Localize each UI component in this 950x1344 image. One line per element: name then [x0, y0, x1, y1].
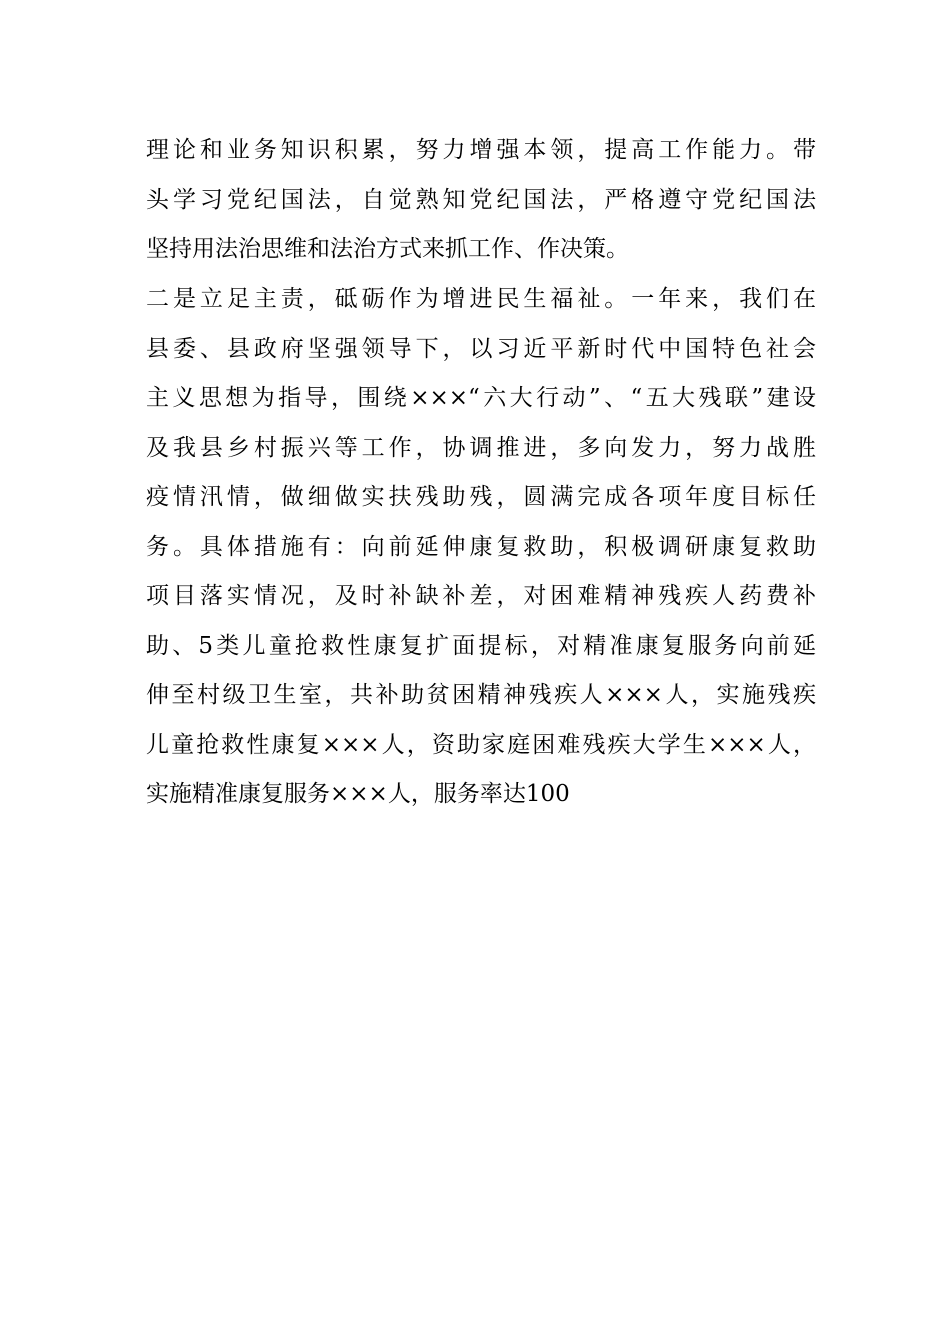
paragraph-2 — [146, 275, 816, 820]
paragraph-2-line: 务。具体措施有：向前延伸康复救助，积极调研康复救助 — [146, 533, 816, 560]
paragraph-2-line: 及我县乡村振兴等工作，协调推进，多向发力，努力战胜 — [146, 434, 816, 461]
paragraph-2-line: 项目落实情况，及时补缺补差，对困难精神残疾人药费补 — [146, 583, 816, 609]
paragraph-2-line: 助、5类儿童抢救性康复扩面提标，对精准康复服务向前延 — [146, 632, 816, 659]
paragraph-2-line: 儿童抢救性康复×××人，资助家庭困难残疾大学生×××人， — [146, 731, 816, 758]
paragraph-2-line: 县委、县政府坚强领导下，以习近平新时代中国特色社会 — [146, 335, 816, 362]
paragraph-2-line: 二是立足主责，砥砺作为增进民生福祉。一年来，我们在 — [146, 286, 816, 312]
paragraph-1-line: 坚持用法治思维和法治方式来抓工作、作决策。 — [146, 236, 629, 262]
paragraph-2-line: 疫情汛情，做细做实扶残助残，圆满完成各项年度目标任 — [146, 484, 816, 510]
paragraph-1-line: 头学习党纪国法，自觉熟知党纪国法，严格遵守党纪国法 — [146, 186, 816, 213]
paragraph-2-line: 伸至村级卫生室，共补助贫困精神残疾人×××人，实施残疾 — [146, 682, 816, 708]
paragraph-2-line: 主义思想为指导，围绕×××“六大行动”、“五大残联”建设 — [146, 385, 816, 411]
paragraph-2-line: 实施精准康复服务×××人，服务率达100 — [146, 781, 570, 807]
paragraph-1 — [146, 126, 816, 275]
paragraph-1-line: 理论和业务知识积累，努力增强本领，提高工作能力。带 — [146, 137, 816, 163]
